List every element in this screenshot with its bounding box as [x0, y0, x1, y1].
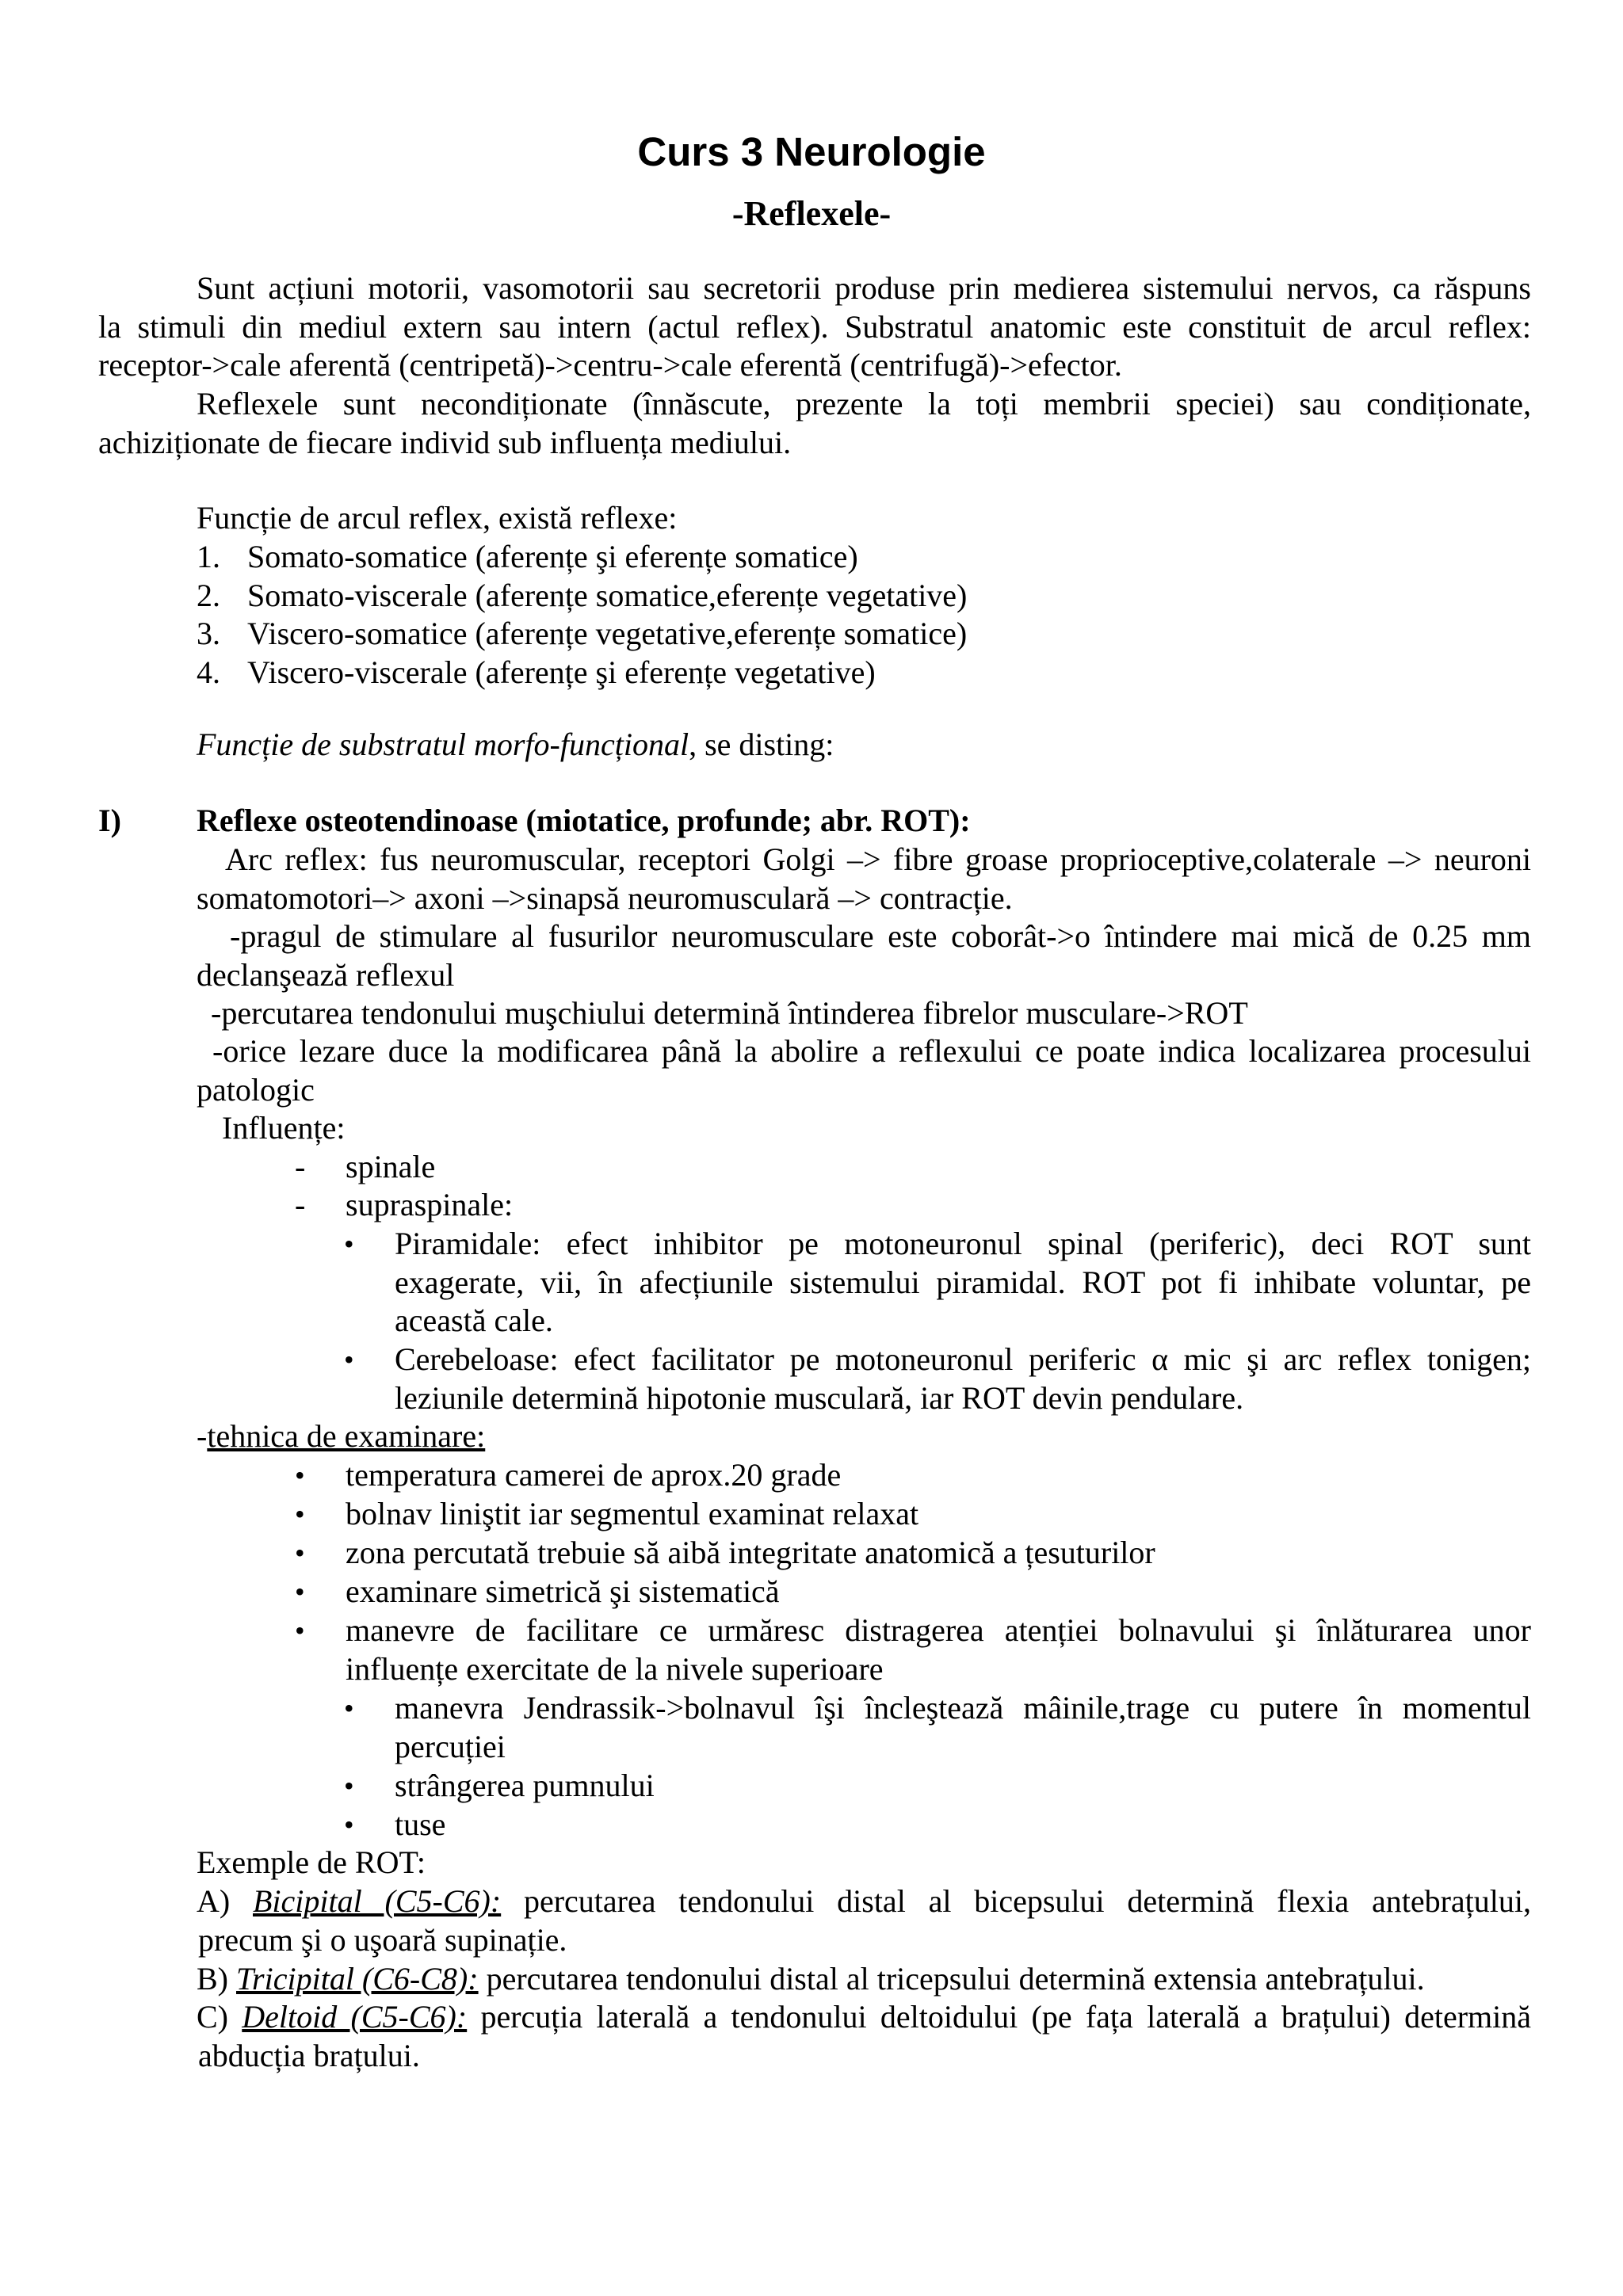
text-line: Cerebeloase: efect facilitator pe motoneuronul periferic α mic şi arc reflex tonigen;: [395, 1341, 1531, 1377]
list-text: Viscero-viscerale (aferențe şi eferențe vegetative): [247, 654, 876, 690]
text-line: [197, 1960, 1531, 1999]
bullet-icon: •: [344, 1344, 354, 1375]
substrate-italic: Funcție de substratul morfo-funcțional: [197, 727, 689, 762]
arc-types-list: [197, 538, 967, 692]
substrate-rest: , se disting:: [689, 727, 834, 762]
list-number: 4.: [197, 654, 220, 690]
list-number: 1.: [197, 539, 220, 574]
list-text: Somato-somatice (aferențe şi eferențe somatice): [247, 539, 858, 574]
list-item: [197, 615, 967, 654]
bullet-icon: •: [344, 1770, 354, 1802]
text-line: percuției: [395, 1728, 506, 1764]
tehnica-text: tehnica de examinare:: [207, 1418, 486, 1454]
text-line: achiziționate de fiecare individ sub influența mediului.: [98, 424, 792, 460]
intro-paragraph-2: [98, 385, 1531, 462]
list-item: [197, 654, 967, 692]
text-line: declanşează reflexul: [197, 956, 455, 993]
bullet-icon: •: [344, 1809, 354, 1840]
text-line: manevra Jendrassik->bolnavul îşi încleştează mâinile,trage cu putere în momentul: [395, 1690, 1531, 1726]
bullet-text: temperatura camerei de aprox.20 grade: [346, 1457, 842, 1493]
bullet-text: [395, 1225, 1531, 1341]
text-line: [197, 1998, 1531, 2037]
bullet-text: [395, 1689, 1531, 1766]
intro-paragraph-1: [98, 269, 1531, 385]
arc-types-lead: Funcție de arcul reflex, există reflexe:: [197, 500, 678, 536]
text-line: influențe exercitate de la nivele superioare: [346, 1650, 884, 1687]
example-letter: C): [197, 1999, 228, 2035]
tehnica-prefix: -: [197, 1418, 208, 1454]
example-letter: B): [197, 1961, 228, 1997]
bullet-text: zona percutată trebuie să aibă integritate anatomică a țesuturilor: [346, 1535, 1155, 1570]
list-text: Somato-viscerale (aferențe somatice,eferențe vegetative): [247, 577, 968, 613]
example-b: [197, 1960, 1531, 1999]
bullet-text: strângerea pumnului: [395, 1768, 655, 1803]
text-line: precum şi o uşoară supinație.: [198, 1921, 567, 1958]
text-line: leziunile determină hipotonie musculară, iar ROT devin pendulare.: [395, 1379, 1244, 1416]
example-name: Deltoid (C5-C6):: [242, 1999, 468, 2035]
list-item: [197, 577, 967, 616]
bullet-text: examinare simetrică şi sistematică: [346, 1573, 780, 1609]
list-number: 3.: [197, 616, 220, 651]
dash-marker: -: [295, 1149, 306, 1184]
example-c: [197, 1998, 1531, 2075]
text-line: această cale.: [395, 1302, 553, 1338]
page-title: Curs 3 Neurologie: [637, 129, 986, 174]
substrate-line: [197, 726, 1623, 765]
text-line: Sunt acțiuni motorii, vasomotorii sau secretorii produse prin medierea sistemului nervos, ca răspuns: [197, 270, 1531, 306]
list-number: 2.: [197, 577, 220, 613]
text-line: somatomotori–> axoni –>sinapsă neuromusculară –> contracție.: [197, 879, 1013, 916]
example-a: [197, 1882, 1531, 1959]
arc-reflex-paragraph: [197, 841, 1531, 917]
bullet-text: [395, 1341, 1531, 1417]
text-line: -pragul de stimulare al fusurilor neuromusculare este coborât->o întindere mai mică de 0.25 mm: [230, 918, 1531, 954]
example-name: Tricipital (C6-C8):: [236, 1961, 479, 1997]
text-line: [197, 1882, 1531, 1921]
bullet-icon: •: [295, 1459, 305, 1491]
dash-text: spinale: [346, 1149, 436, 1184]
bullet-text: tuse: [395, 1806, 446, 1842]
dash-text: supraspinale:: [346, 1187, 514, 1222]
text-line: exagerate, vii, în afecțiunile sistemului piramidal. ROT pot fi inhibate voluntar, pe: [395, 1264, 1531, 1300]
bullet-text: bolnav liniştit iar segmentul examinat relaxat: [346, 1496, 919, 1531]
list-text: Viscero-somatice (aferențe vegetative,eferențe somatice): [247, 616, 968, 651]
text-line: Arc reflex: fus neuromuscular, receptori Golgi –> fibre groase proprioceptive,colaterale –> neuroni: [225, 841, 1531, 877]
bullet-icon: •: [344, 1228, 354, 1260]
example-name: Bicipital (C5-C6):: [253, 1883, 502, 1919]
example-letter: A): [197, 1883, 231, 1919]
example-text: percutarea tendonului distal al bicepsului determină flexia antebrațului,: [501, 1883, 1531, 1919]
percutare-line: -percutarea tendonului muşchiului determină întinderea fibrelor musculare->ROT: [211, 995, 1248, 1031]
list-item: [197, 538, 967, 577]
text-line: patologic: [197, 1071, 315, 1108]
section-heading: Reflexe osteotendinoase (miotatice, profunde; abr. ROT):: [197, 803, 971, 838]
text-line: la stimuli din mediul extern sau intern (actul reflex). Substratul anatomic este constituit de arcul reflex:: [98, 308, 1531, 345]
dash-marker: -: [295, 1187, 306, 1222]
influente-label: Influențe:: [222, 1110, 346, 1146]
example-text: percuția laterală a tendonului deltoidului (pe fața laterală a brațului) determină: [467, 1999, 1531, 2035]
text-line: Piramidale: efect inhibitor pe motoneuronul spinal (periferic), deci ROT sunt: [395, 1226, 1531, 1261]
prag-paragraph: [197, 917, 1531, 994]
text-line: manevre de facilitare ce urmăresc distragerea atenției bolnavului şi înlăturarea unor: [346, 1612, 1531, 1648]
bullet-icon: •: [295, 1615, 305, 1646]
bullet-icon: •: [295, 1576, 305, 1608]
text-line: abducția brațului.: [198, 2037, 420, 2073]
text-line: Reflexele sunt necondiționate (înnăscute, prezente la toți membrii speciei) sau condiționate,: [197, 386, 1531, 421]
lezare-paragraph: [197, 1032, 1531, 1109]
tehnica-label: [197, 1417, 1623, 1456]
bullet-icon: •: [295, 1498, 305, 1530]
bullet-icon: •: [295, 1537, 305, 1569]
page-subtitle: -Reflexele-: [731, 194, 892, 233]
bullet-text: [346, 1611, 1531, 1688]
section-number: I): [98, 803, 121, 838]
exemple-label: Exemple de ROT:: [197, 1844, 426, 1880]
bullet-icon: •: [344, 1692, 354, 1724]
example-text: percutarea tendonului distal al tricepsului determină extensia antebrațului.: [478, 1961, 1425, 1997]
text-line: -orice lezare duce la modificarea până la abolire a reflexului ce poate indica localizarea procesului: [212, 1033, 1531, 1069]
text-line: receptor->cale aferentă (centripetă)->centru->cale eferentă (centrifugă)->efector.: [98, 347, 1122, 383]
